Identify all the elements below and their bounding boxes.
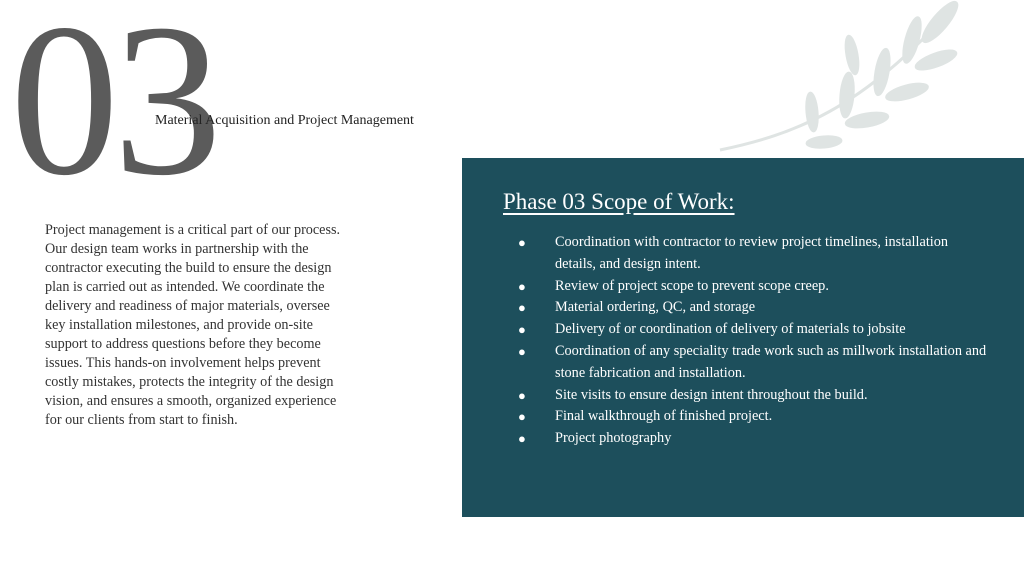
scope-list xyxy=(518,232,988,450)
bullet-icon: ● xyxy=(518,278,526,294)
section-title: Material Acquisition and Project Management xyxy=(155,113,414,128)
bullet-icon: ● xyxy=(518,431,526,447)
list-item xyxy=(518,428,988,450)
list-item-text: Project photography xyxy=(555,430,672,447)
list-item xyxy=(518,385,988,407)
bullet-icon: ● xyxy=(518,300,526,316)
list-item-text: Delivery of or coordination of delivery of materials to jobsite xyxy=(555,321,906,338)
leaf-branch-icon xyxy=(712,0,972,160)
list-item-text: Coordination of any speciality trade work such as millwork installation and stone fabrication and installation. xyxy=(555,342,987,381)
list-item-text: Site visits to ensure design intent throughout the build. xyxy=(555,386,868,403)
list-item xyxy=(518,297,988,319)
bullet-icon: ● xyxy=(518,322,526,338)
bullet-icon: ● xyxy=(518,387,526,403)
section-number: 03 xyxy=(10,0,216,221)
list-item-text: Final walkthrough of finished project. xyxy=(555,408,773,425)
list-item-text: Material ordering, QC, and storage xyxy=(555,299,756,316)
list-item-text: Coordination with contractor to review project timelines, installation details, and design intent. xyxy=(555,234,949,272)
list-item xyxy=(518,341,988,385)
list-item xyxy=(518,319,988,341)
list-item xyxy=(518,406,988,428)
scope-title: Phase 03 Scope of Work: xyxy=(503,189,735,214)
intro-paragraph: Project management is a critical part of our process. Our design team works in partnership with the contractor executing the build to ensure the design plan is carried out as intended. We coordinate the delivery and readiness of major materials, oversee key installation milestones, and provide on-site support to address questions before they become issues. This hands-on involvement helps prevent costly mistakes, protects the integrity of the design vision, and ensures a smooth, organized experience for our clients from start to finish. xyxy=(45,222,341,428)
bullet-icon: ● xyxy=(518,343,526,359)
list-item xyxy=(518,232,988,276)
bullet-icon: ● xyxy=(518,235,526,250)
bullet-icon: ● xyxy=(518,409,526,425)
scope-panel xyxy=(462,158,1024,517)
list-item-text: Review of project scope to prevent scope creep. xyxy=(555,277,829,294)
list-item xyxy=(518,276,988,298)
